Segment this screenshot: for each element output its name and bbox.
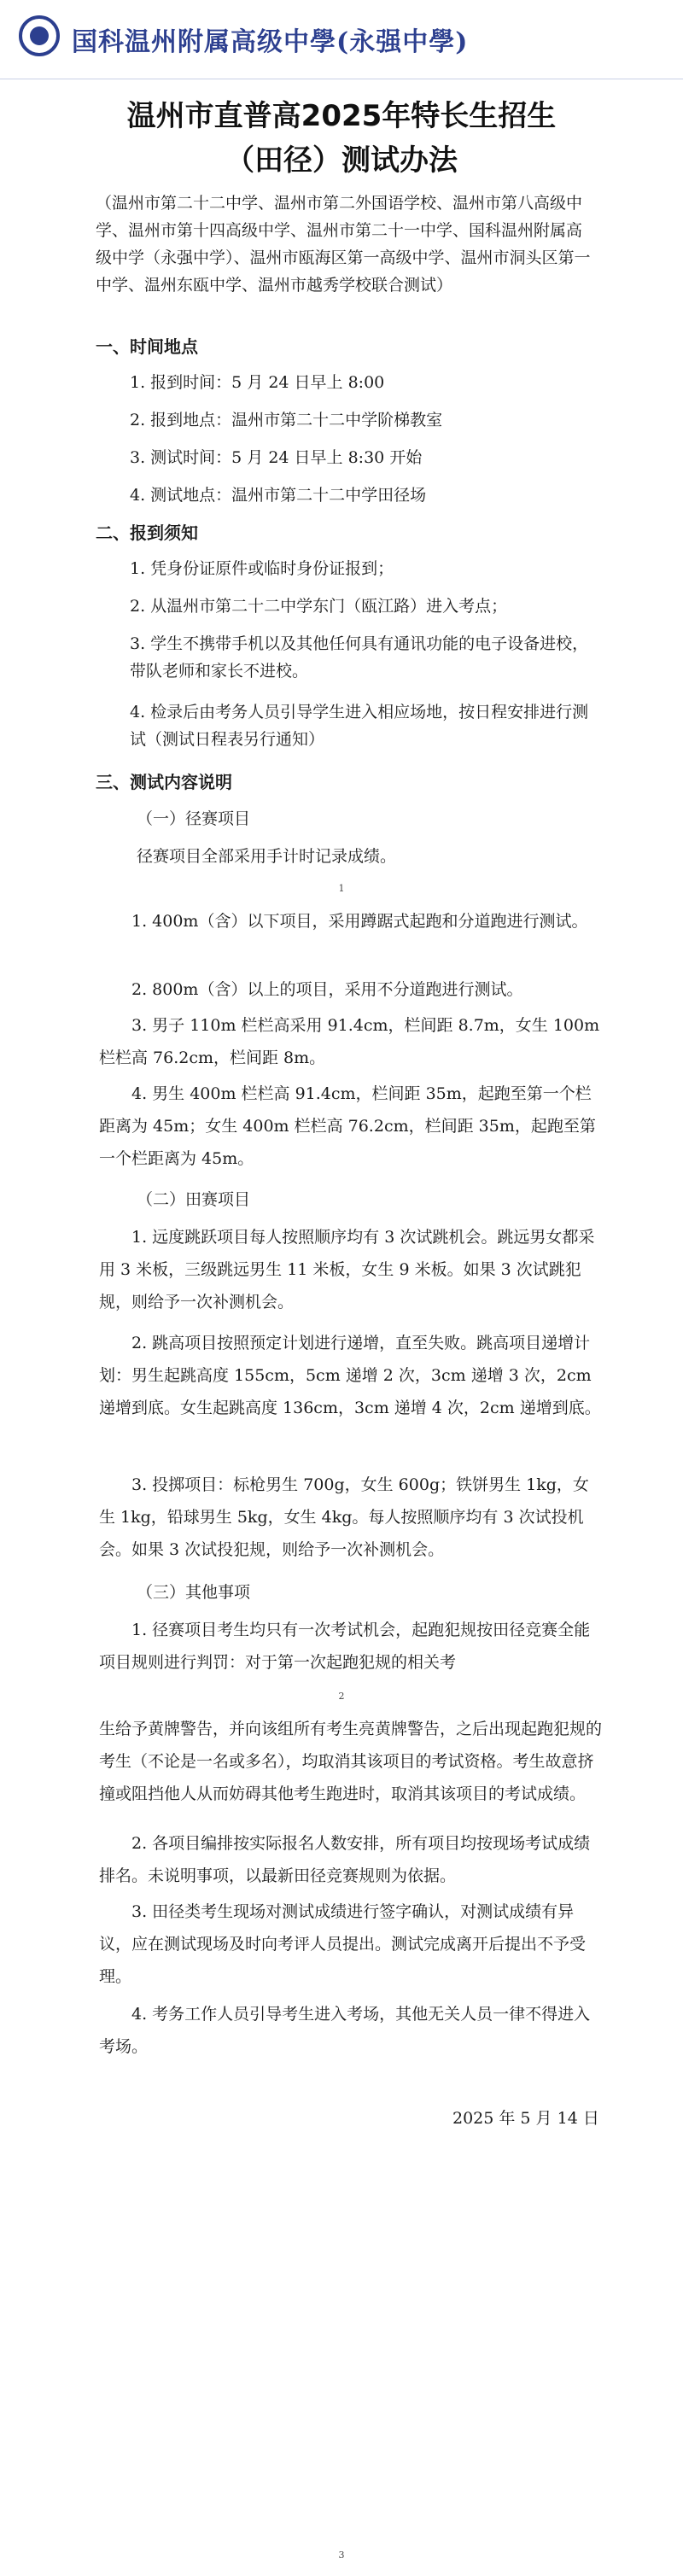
document-title-line2: （田径）测试办法 <box>225 143 458 178</box>
other-rule: 3. 田径类考生现场对测试成绩进行签字确认，对测试成绩有异议，应在测试现场及时向考评人员提出。测试完成离开后提出不予受理。 <box>99 1902 587 1986</box>
field-rule: 2. 跳高项目按照预定计划进行递增，直至失败。跳高项目递增计划：男生起跳高度 155cm，5cm 递增 2 次，3cm 递增 3 次，2cm 递增到底。女生起跳高度 136cm，3cm 递增 4 次，2cm 递增到底。 <box>99 1334 601 1417</box>
document-title-line1: 温州市直普高2025年特长生招生 <box>126 99 557 133</box>
track-intro: 径赛项目全部采用手计时记录成绩。 <box>137 847 397 866</box>
section3-heading: 三、测试内容说明 <box>96 772 232 792</box>
other-rule-continued: 生给予黄牌警告，并向该组所有考生亮黄牌警告，之后出现起跑犯规的考生（不论是一名或多名），均取消其该项目的考试资格。考生故意挤撞或阻挡他人从而妨碍其他考生跑进时，取消其该项目的考试成绩。 <box>99 1720 603 1803</box>
track-rule: 4. 男生 400m 栏栏高 91.4cm，栏间距 35m，起跑至第一个栏距离为 45m；女生 400m 栏栏高 76.2cm，栏间距 35m，起跑至第一个栏距离为 45m。 <box>99 1084 596 1168</box>
other-rule: 1. 径赛项目考生均只有一次考试机会，起跑犯规按田径竞赛全能项目规则进行判罚：对于第一次起跑犯规的相关考 <box>99 1621 591 1672</box>
section2-item: 4. 检录后由考务人员引导学生进入相应场地，按日程安排进行测试（测试日程表另行通知） <box>130 703 589 749</box>
document-date: 2025 年 5 月 14 日 <box>452 2109 599 2128</box>
track-rule: 1. 400m（含）以下项目，采用蹲踞式起跑和分道跑进行测试。 <box>131 912 588 931</box>
school-name: 国科温州附属高级中學(永强中學) <box>72 27 469 57</box>
section1-item: 3. 测试时间：5 月 24 日早上 8:30 开始 <box>130 448 423 467</box>
section2-heading: 二、报到须知 <box>96 523 198 543</box>
field-rule: 3. 投掷项目：标枪男生 700g，女生 600g；铁饼男生 1kg，女生 1kg，铅球男生 5kg，女生 4kg。每人按照顺序均有 3 次试投机会。如果 3 次试投犯规，则给予一次补测机会。 <box>99 1475 589 1559</box>
page-number: 3 <box>338 2550 345 2561</box>
section2-item: 3. 学生不携带手机以及其他任何具有通讯功能的电子设备进校，带队老师和家长不进校。 <box>130 634 589 681</box>
section1-item: 1. 报到时间：5 月 24 日早上 8:00 <box>130 373 385 392</box>
track-rule: 3. 男子 110m 栏栏高采用 91.4cm，栏间距 8.7m，女生 100m 栏栏高 76.2cm，栏间距 8m。 <box>99 1016 600 1067</box>
subheading-track: （一）径赛项目 <box>137 809 251 828</box>
section2-item: 2. 从温州市第二十二中学东门（瓯江路）进入考点； <box>130 597 508 616</box>
subheading-field: （二）田赛项目 <box>137 1190 251 1209</box>
header-bar <box>0 0 683 79</box>
intro-paragraph: （温州市第二十二中学、温州市第二外国语学校、温州市第八高级中学、温州市第十四高级中学、温州市第二十一中学、国科温州附属高级中学（永强中学）、温州市瓯海区第一高级中学、温州市洞头区第一中学、温州东瓯中学、温州市越秀学校联合测试） <box>96 194 591 295</box>
page-number: 2 <box>338 1691 345 1702</box>
track-rule: 2. 800m（含）以上的项目，采用不分道跑进行测试。 <box>131 980 523 999</box>
section1-heading: 一、时间地点 <box>96 336 198 357</box>
field-rule: 1. 远度跳跃项目每人按照顺序均有 3 次试跳机会。跳远男女都采用 3 米板，三级跳远男生 11 米板，女生 9 米板。如果 3 次试跳犯规，则给予一次补测机会。 <box>99 1228 595 1311</box>
section1-item: 4. 测试地点：温州市第二十二中学田径场 <box>130 486 427 505</box>
subheading-other: （三）其他事项 <box>137 1583 251 1602</box>
school-emblem-icon <box>19 15 60 56</box>
section2-item: 1. 凭身份证原件或临时身份证报到； <box>130 559 394 578</box>
other-rule: 2. 各项目编排按实际报名人数安排，所有项目均按现场考试成绩排名。未说明事项，以最新田径竞赛规则为依据。 <box>99 1834 591 1885</box>
other-rule: 4. 考务工作人员引导考生进入考场，其他无关人员一律不得进入考场。 <box>99 2005 591 2056</box>
page-number: 1 <box>338 883 345 894</box>
section1-item: 2. 报到地点：温州市第二十二中学阶梯教室 <box>130 411 443 429</box>
